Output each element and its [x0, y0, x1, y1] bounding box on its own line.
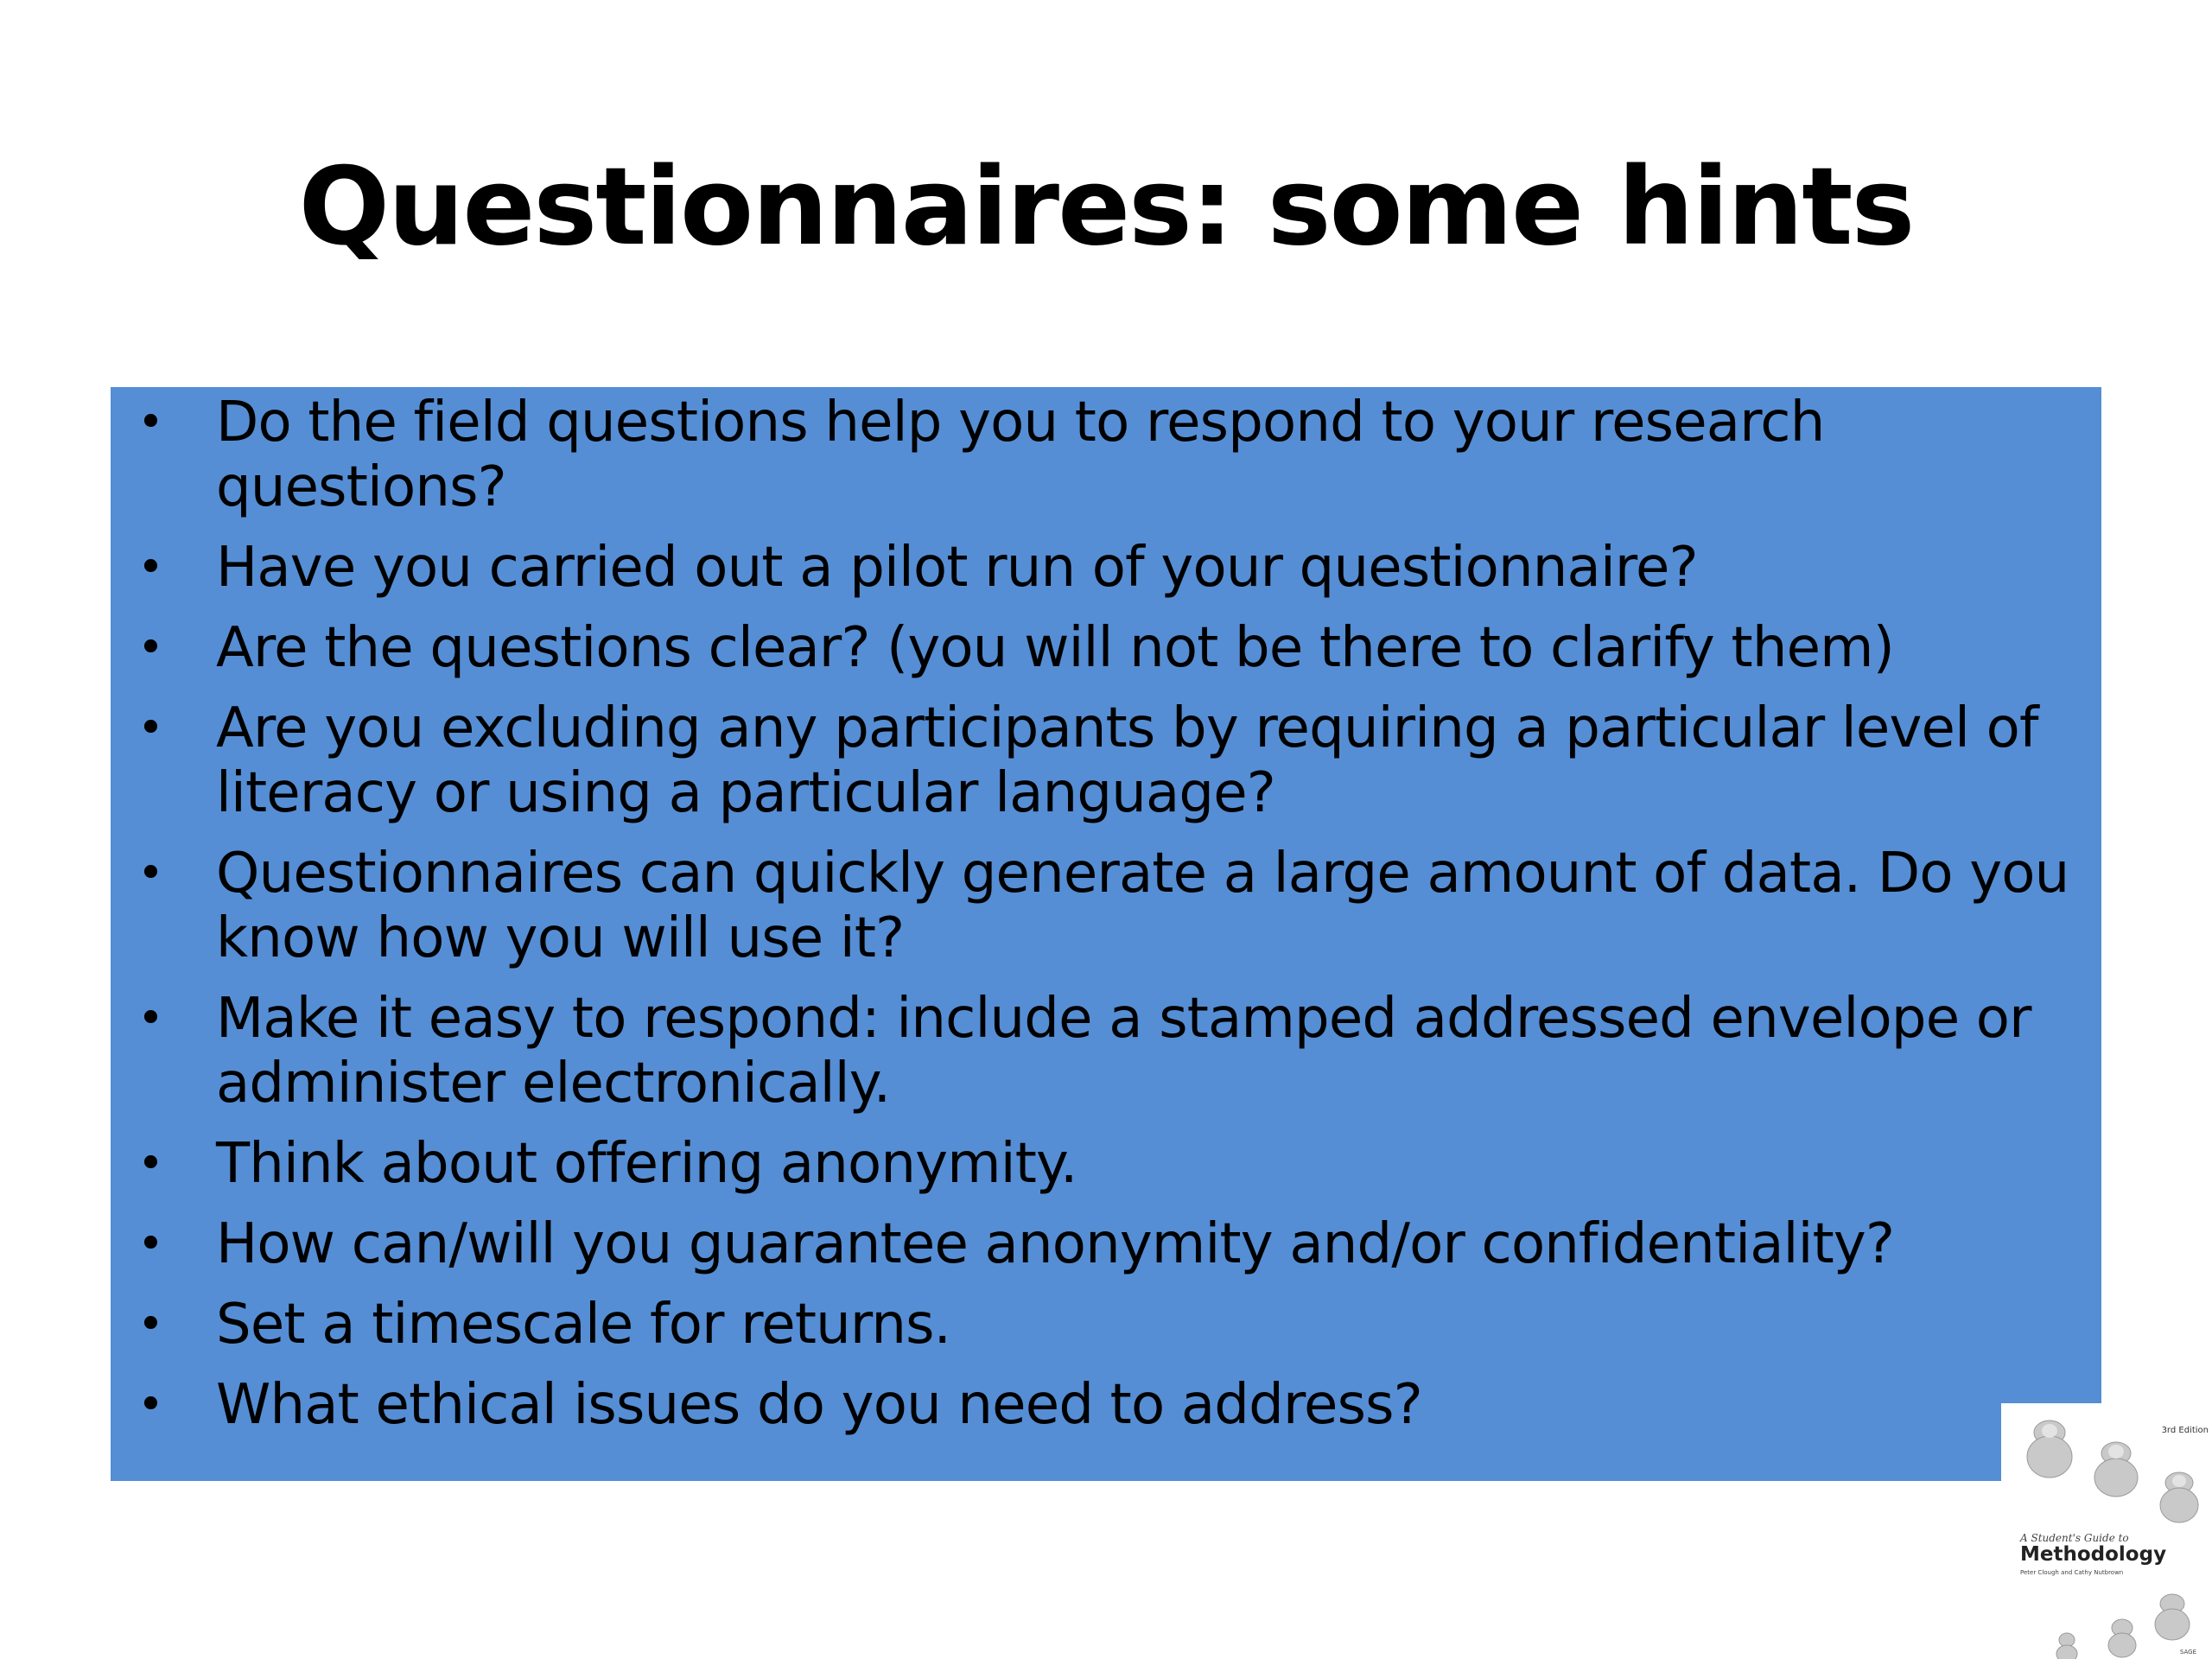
bullet-item: [111, 1293, 2101, 1357]
bullet-icon: •: [137, 397, 163, 448]
content-box: [111, 387, 2101, 1481]
bullet-text: Have you carried out a pilot run of your questionnaire?: [216, 536, 1698, 600]
bullet-icon: •: [137, 993, 163, 1045]
bullet-icon: •: [137, 1299, 163, 1351]
bullet-icon: •: [137, 542, 163, 594]
bullet-icon: •: [137, 702, 163, 754]
bullet-text: Think about offering anonymity.: [216, 1132, 1077, 1196]
bullet-text: Questionnaires can quickly generate a large amount of data. Do you know how you will use it?: [216, 842, 2069, 970]
bullet-icon: •: [137, 1218, 163, 1270]
bullet-item: [111, 842, 2101, 971]
bullet-text: What ethical issues do you need to address?: [216, 1373, 1422, 1437]
bullet-item: [111, 616, 2101, 681]
book-publisher: SAGE: [2179, 1649, 2196, 1656]
bullet-item: [111, 1132, 2101, 1197]
bullet-item: [111, 1373, 2101, 1438]
book-subtitle: A Student's Guide to: [2020, 1532, 2129, 1544]
bullet-icon: •: [137, 848, 163, 899]
bullet-icon: •: [137, 622, 163, 674]
bullet-icon: •: [137, 1379, 163, 1431]
bullet-text: Make it easy to respond: include a stamped addressed envelope or administer electronically.: [216, 987, 2031, 1116]
book-authors: Peter Clough and Cathy Nutbrown: [2020, 1569, 2124, 1576]
bullet-text: Are the questions clear? (you will not be there to clarify them): [216, 616, 1894, 680]
book-cover-illustration: [2001, 1403, 2212, 1659]
bullet-text: Do the field questions help you to respond to your research questions?: [216, 391, 1825, 519]
slide-title: Questionnaires: some hints: [298, 145, 1914, 270]
bullet-text: Set a timescale for returns.: [216, 1293, 951, 1357]
book-edition: 3rd Edition: [2161, 1426, 2209, 1435]
book-cover-image: [2001, 1403, 2212, 1659]
bullet-icon: •: [137, 1138, 163, 1190]
book-title: Methodology: [2020, 1543, 2167, 1566]
bullet-item: [111, 391, 2101, 520]
bullet-item: [111, 1212, 2101, 1277]
bullet-list: [111, 391, 2101, 1453]
bullet-item: [111, 536, 2101, 601]
bullet-text: How can/will you guarantee anonymity and/or confidentiality?: [216, 1212, 1895, 1276]
bullet-text: Are you excluding any participants by requiring a particular level of literacy or using a particular language?: [216, 696, 2038, 825]
bullet-item: [111, 987, 2101, 1116]
bullet-item: [111, 696, 2101, 826]
